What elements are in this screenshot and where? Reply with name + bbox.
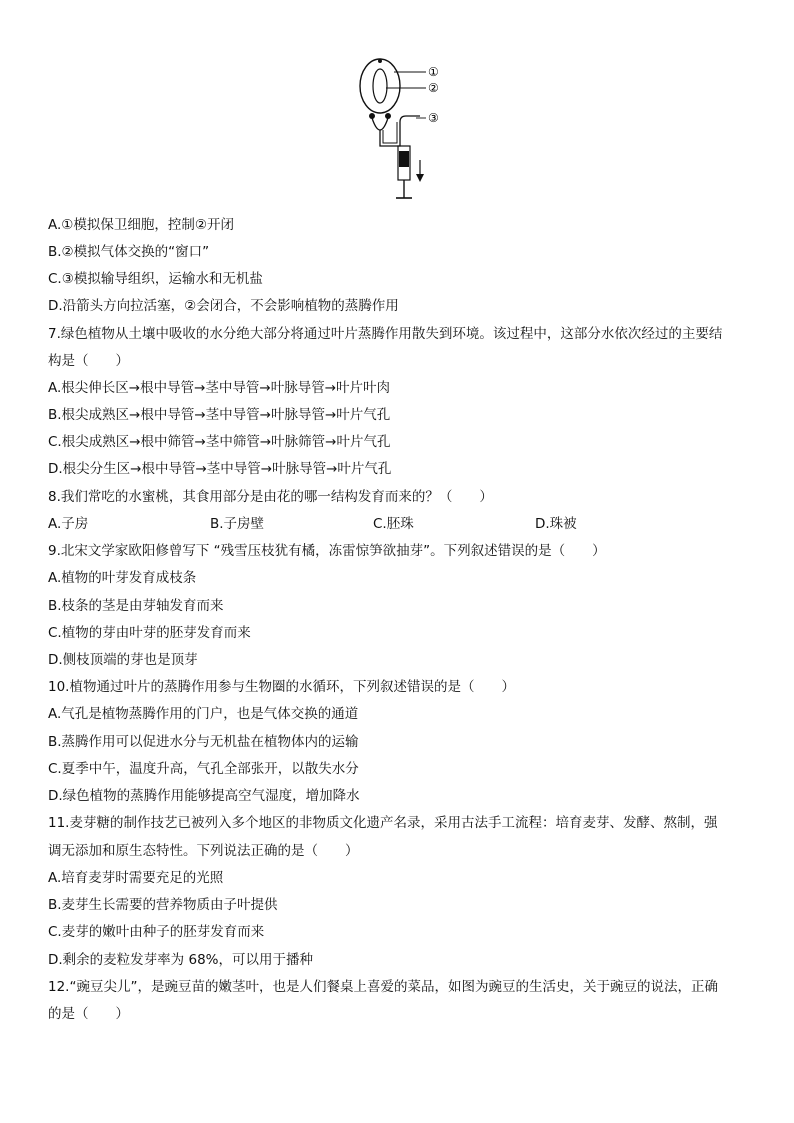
figure-label-3: ③ (428, 111, 439, 125)
q7-stem-line-2: 构是（ ） (48, 353, 129, 369)
q6-option-b: B.②模拟气体交换的“窗口” (48, 244, 210, 260)
q9-option-a: A.植物的叶芽发育成枝条 (48, 570, 197, 586)
q7-option-c: C.根尖成熟区→根中筛管→茎中筛管→叶脉筛管→叶片气孔 (48, 434, 391, 450)
q10-option-d: D.绿色植物的蒸腾作用能够提高空气湿度，增加降水 (48, 788, 360, 804)
q11-option-a: A.培育麦芽时需要充足的光照 (48, 870, 224, 886)
q8-option-a: A.子房 (48, 516, 89, 532)
q11-stem-line-2: 调无添加和原生态特性。下列说法正确的是（ ） (48, 843, 359, 859)
q8-option-c: C.胚珠 (373, 516, 414, 532)
q7-stem-line-1: 7.绿色植物从土壤中吸收的水分绝大部分将通过叶片蒸腾作用散失到环境。该过程中，这部分水依次经过的主要结 (48, 326, 723, 342)
q11-stem-line-1: 11.麦芽糖的制作技艺已被列入多个地区的非物质文化遗产名录，采用古法手工流程：培育麦芽、发酵、熬制，强 (48, 815, 718, 831)
transport-tube (380, 116, 420, 146)
q8-options (48, 514, 748, 534)
q10-option-c: C.夏季中午，温度升高，气孔全部张开，以散失水分 (48, 761, 359, 777)
q10-option-b: B.蒸腾作用可以促进水分与无机盐在植物体内的运输 (48, 734, 359, 750)
q9-stem: 9.北宋文学家欧阳修曾写下 “残雪压枝犹有橘，冻雷惊笋欲抽芽”。下列叙述错误的是（ ） (48, 543, 606, 559)
q9-option-d: D.侧枝顶端的芽也是顶芽 (48, 652, 198, 668)
figure-label-1: ① (428, 65, 439, 79)
q6-option-d: D.沿箭头方向拉活塞，②会闭合，不会影响植物的蒸腾作用 (48, 298, 399, 314)
q10-option-a: A.气孔是植物蒸腾作用的门户，也是气体交换的通道 (48, 706, 359, 722)
q8-option-d: D.珠被 (535, 516, 577, 532)
q11-option-d: D.剩余的麦粒发芽率为 68%，可以用于播种 (48, 952, 313, 968)
q7-option-b: B.根尖成熟区→根中导管→茎中导管→叶脉导管→叶片气孔 (48, 407, 391, 423)
top-joint (378, 59, 382, 63)
tube-connector (372, 118, 388, 130)
q9-option-c: C.植物的芽由叶芽的胚芽发育而来 (48, 625, 251, 641)
q11-option-c: C.麦芽的嫩叶由种子的胚芽发育而来 (48, 924, 265, 940)
q6-option-c: C.③模拟输导组织，运输水和无机盐 (48, 271, 263, 287)
q11-option-b: B.麦芽生长需要的营养物质由子叶提供 (48, 897, 278, 913)
q12-stem-line-1: 12.“豌豆尖儿”，是豌豆苗的嫩茎叶，也是人们餐桌上喜爱的菜品，如图为豌豆的生活史，关于豌豆的说法，正确 (48, 979, 718, 995)
stoma-model-diagram (346, 56, 446, 206)
guard-cell-balloon (360, 59, 400, 113)
stoma-opening (373, 69, 387, 103)
q10-stem: 10.植物通过叶片的蒸腾作用参与生物圈的水循环，下列叙述错误的是（ ） (48, 679, 515, 695)
q12-stem-line-2: 的是（ ） (48, 1006, 129, 1022)
syringe-plunger (399, 151, 409, 167)
figure-label-2: ② (428, 81, 439, 95)
pull-arrow-icon (416, 174, 424, 182)
q9-option-b: B.枝条的茎是由芽轴发育而来 (48, 598, 224, 614)
q8-stem: 8.我们常吃的水蜜桃，其食用部分是由花的哪一结构发育而来的？（ ） (48, 489, 493, 505)
q7-option-d: D.根尖分生区→根中导管→茎中导管→叶脉导管→叶片气孔 (48, 461, 392, 477)
stoma-model-figure (346, 56, 446, 206)
q7-option-a: A.根尖伸长区→根中导管→茎中导管→叶脉导管→叶片叶肉 (48, 380, 391, 396)
q6-option-a: A.①模拟保卫细胞，控制②开闭 (48, 217, 234, 233)
q8-option-b: B.子房壁 (210, 516, 265, 532)
